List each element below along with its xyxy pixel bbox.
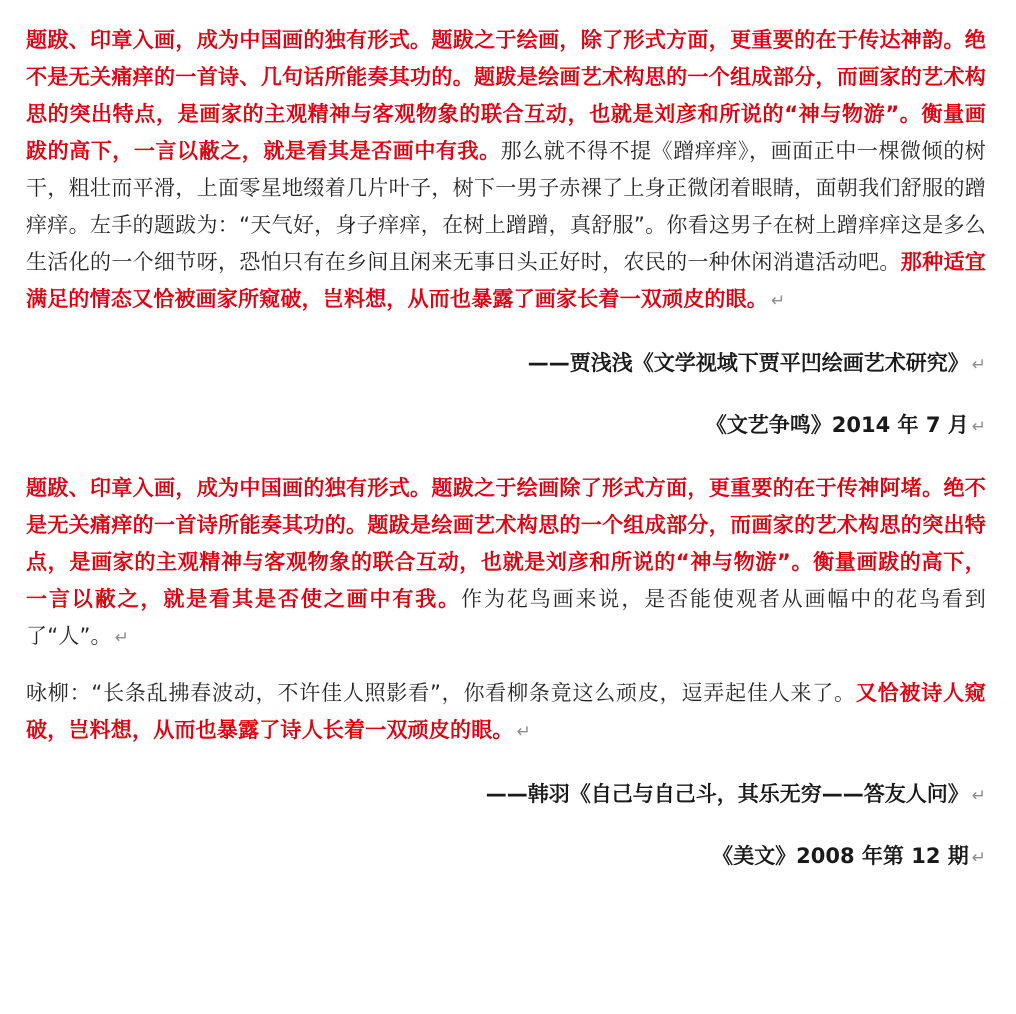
paragraph-mark-icon: ↵ bbox=[971, 417, 986, 437]
excerpt-paragraph-2 bbox=[26, 470, 986, 657]
paragraph-mark-icon: ↵ bbox=[971, 786, 986, 806]
paragraph-mark-icon: ↵ bbox=[971, 355, 986, 375]
paragraph-mark-icon: ↵ bbox=[771, 291, 786, 311]
citation-source: 《美文》2008 年第 12 期 ↵ bbox=[712, 844, 986, 868]
highlighted-text: 又恰被诗人窥破，岂料想，从而也暴露了诗人长着一双顽皮的眼。 bbox=[26, 681, 986, 742]
body-text: 那么就不得不提《蹭痒痒》，画面正中一棵微倾的树干，粗壮而平滑，上面零星地缀着几片叶子，树下一男子赤裸了上身正微闭着眼睛，面朝我们舒服的蹭痒痒。左手的题跋为：“天气好，身子痒痒，在树上蹭蹭，真舒服”。你看这男子在树上蹭痒痒这是多么生活化的一个细节呀，恐怕只有在乡间且闲来无事日头正好时，农民的一种休闲消遣活动吧。 bbox=[26, 139, 986, 274]
highlighted-text: 那种适宜满足的情态又恰被画家所窥破，岂料想，从而也暴露了画家长着一双顽皮的眼。 bbox=[26, 250, 986, 311]
document-page bbox=[26, 22, 986, 873]
citation-source: 《文艺争鸣》2014 年 7 月 ↵ bbox=[705, 413, 986, 437]
highlighted-text: 题跋、印章入画，成为中国画的独有形式。题跋之于绘画，除了形式方面，更重要的在于传达神韵。绝不是无关痛痒的一首诗、几句话所能奏其功的。题跋是绘画艺术构思的一个组成部分，而画家的艺术构思的突出特点，是画家的主观精神与客观物象的联合互动，也就是刘彦和所说的“神与物游”。衡量画跋的高下，一言以蔽之，就是看其是否画中有我。 bbox=[26, 28, 986, 163]
excerpt-block-2 bbox=[26, 470, 986, 751]
body-text: 咏柳：“长条乱拂春波动，不许佳人照影看”，你看柳条竟这么顽皮，逗弄起佳人来了。 bbox=[26, 681, 856, 705]
excerpt-paragraph-1 bbox=[26, 22, 986, 320]
paragraph-mark-icon: ↵ bbox=[516, 722, 532, 742]
excerpt-paragraph-3 bbox=[26, 675, 986, 751]
paragraph-mark-icon: ↵ bbox=[114, 628, 130, 648]
body-text: 作为花鸟画来说，是否能使观者从画幅中的花鸟看到了“人”。 bbox=[26, 587, 986, 648]
citation-author: ——韩羽《自己与自己斗，其乐无穷——答友人问》 ↵ bbox=[485, 782, 986, 806]
citation-author: ——贾浅浅《文学视域下贾平凹绘画艺术研究》 ↵ bbox=[527, 351, 986, 375]
paragraph-mark-icon: ↵ bbox=[971, 848, 986, 868]
highlighted-text: 题跋、印章入画，成为中国画的独有形式。题跋之于绘画除了形式方面，更重要的在于传神阿堵。绝不是无关痛痒的一首诗所能奏其功的。题跋是绘画艺术构思的一个组成部分，而画家的艺术构思的突出特点，是画家的主观精神与客观物象的联合互动，也就是刘彦和所说的“神与物游”。衡量画跋的高下，一言以蔽之，就是看其是否使之画中有我。 bbox=[26, 476, 986, 611]
